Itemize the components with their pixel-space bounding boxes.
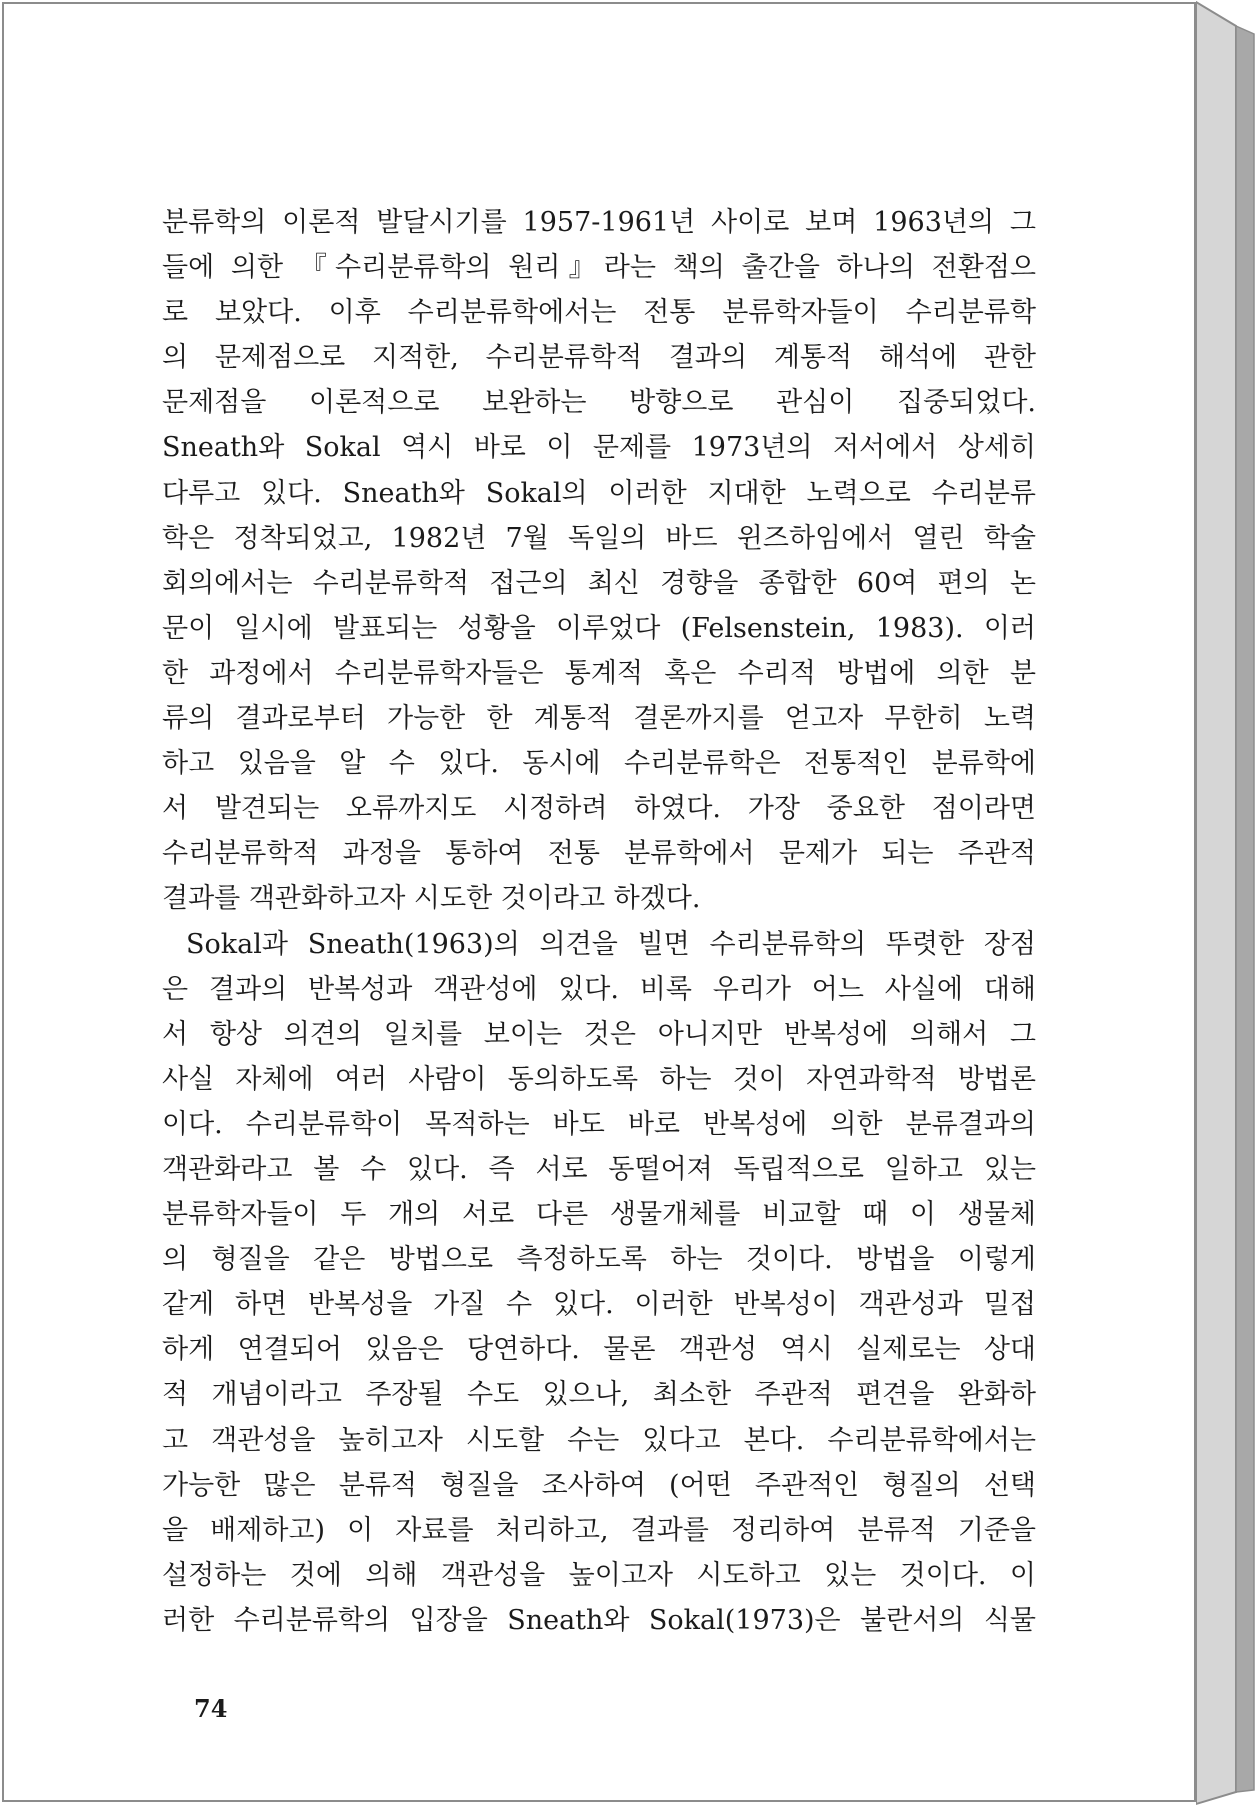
text-line: 사실 자체에 여러 사람이 동의하도록 하는 것이 자연과학적 방법론 xyxy=(162,1063,1036,1095)
text-line: 은 결과의 반복성과 객관성에 있다. 비록 우리가 어느 사실에 대해 xyxy=(162,973,1036,1005)
text-line: 문이 일시에 발표되는 성황을 이루었다 (Felsenstein, 1983). 이러 xyxy=(162,612,1036,644)
text-line: 하게 연결되어 있음은 당연하다. 물론 객관성 역시 실제로는 상대 xyxy=(162,1334,1036,1366)
text-line: 가능한 많은 분류적 형질을 조사하여 (어떤 주관적인 형질의 선택 xyxy=(162,1469,1036,1501)
text-line: 의 형질을 같은 방법으로 측정하도록 하는 것이다. 방법을 이렇게 xyxy=(162,1244,1036,1276)
text-line: 을 배제하고) 이 자료를 처리하고, 결과를 정리하여 분류적 기준을 xyxy=(162,1514,1036,1546)
text-line: 수리분류학적 과정을 통하여 전통 분류학에서 문제가 되는 주관적 xyxy=(162,838,1036,870)
text-line: 하고 있음을 알 수 있다. 동시에 수리분류학은 전통적인 분류학에 xyxy=(162,748,1036,780)
text-line: 류의 결과로부터 가능한 한 계통적 결론까지를 얻고자 무한히 노력 xyxy=(162,703,1036,735)
text-line: 회의에서는 수리분류학적 접근의 최신 경향을 종합한 60여 편의 논 xyxy=(162,567,1036,599)
text-line: 의 문제점으로 지적한, 수리분류학적 결과의 계통적 해석에 관한 xyxy=(162,342,1036,374)
text-line: 분류학자들이 두 개의 서로 다른 생물개체를 비교할 때 이 생물체 xyxy=(162,1199,1036,1231)
text-line: 한 과정에서 수리분류학자들은 통계적 혹은 수리적 방법에 의한 분 xyxy=(162,657,1036,689)
page-number: 74 xyxy=(194,1694,228,1723)
text-line: 고 객관성을 높히고자 시도할 수는 있다고 본다. 수리분류학에서는 xyxy=(162,1424,1036,1456)
text-line: 결과를 객관화하고자 시도한 것이라고 하겠다. xyxy=(162,883,701,915)
text-line: 학은 정착되었고, 1982년 7월 독일의 바드 윈즈하임에서 열린 학술 xyxy=(162,522,1036,554)
text-line: 적 개념이라고 주장될 수도 있으나, 최소한 주관적 편견을 완화하 xyxy=(162,1379,1036,1411)
body-text xyxy=(162,200,1036,1643)
text-line: 서 발견되는 오류까지도 시정하려 하였다. 가장 중요한 점이라면 xyxy=(162,793,1036,825)
text-line: 서 항상 의견의 일치를 보이는 것은 아니지만 반복성에 의해서 그 xyxy=(162,1018,1036,1050)
book-page-edge xyxy=(1196,0,1257,1806)
text-line: 다루고 있다. Sneath와 Sokal의 이러한 지대한 노력으로 수리분류 xyxy=(162,477,1036,509)
text-line: 객관화라고 볼 수 있다. 즉 서로 동떨어져 독립적으로 일하고 있는 xyxy=(162,1153,1036,1185)
text-line: 들에 의한 『수리분류학의 원리』라는 책의 출간을 하나의 전환점으 xyxy=(162,252,1036,284)
text-line: Sneath와 Sokal 역시 바로 이 문제를 1973년의 저서에서 상세히 xyxy=(162,432,1036,464)
text-line: 이다. 수리분류학이 목적하는 바도 바로 반복성에 의한 분류결과의 xyxy=(162,1108,1036,1140)
text-line: 같게 하면 반복성을 가질 수 있다. 이러한 반복성이 객관성과 밀접 xyxy=(162,1289,1036,1321)
text-line: Sokal과 Sneath(1963)의 의견을 빌면 수리분류학의 뚜렷한 장점 xyxy=(186,928,1036,960)
text-line: 러한 수리분류학의 입장을 Sneath와 Sokal(1973)은 불란서의 식물 xyxy=(162,1604,1036,1636)
text-line: 문제점을 이론적으로 보완하는 방향으로 관심이 집중되었다. xyxy=(162,387,1036,419)
book-page xyxy=(2,2,1196,1802)
text-line: 로 보았다. 이후 수리분류학에서는 전통 분류학자들이 수리분류학 xyxy=(162,297,1036,329)
text-line: 설정하는 것에 의해 객관성을 높이고자 시도하고 있는 것이다. 이 xyxy=(162,1559,1036,1591)
text-line: 분류학의 이론적 발달시기를 1957-1961년 사이로 보며 1963년의 그 xyxy=(162,207,1036,238)
